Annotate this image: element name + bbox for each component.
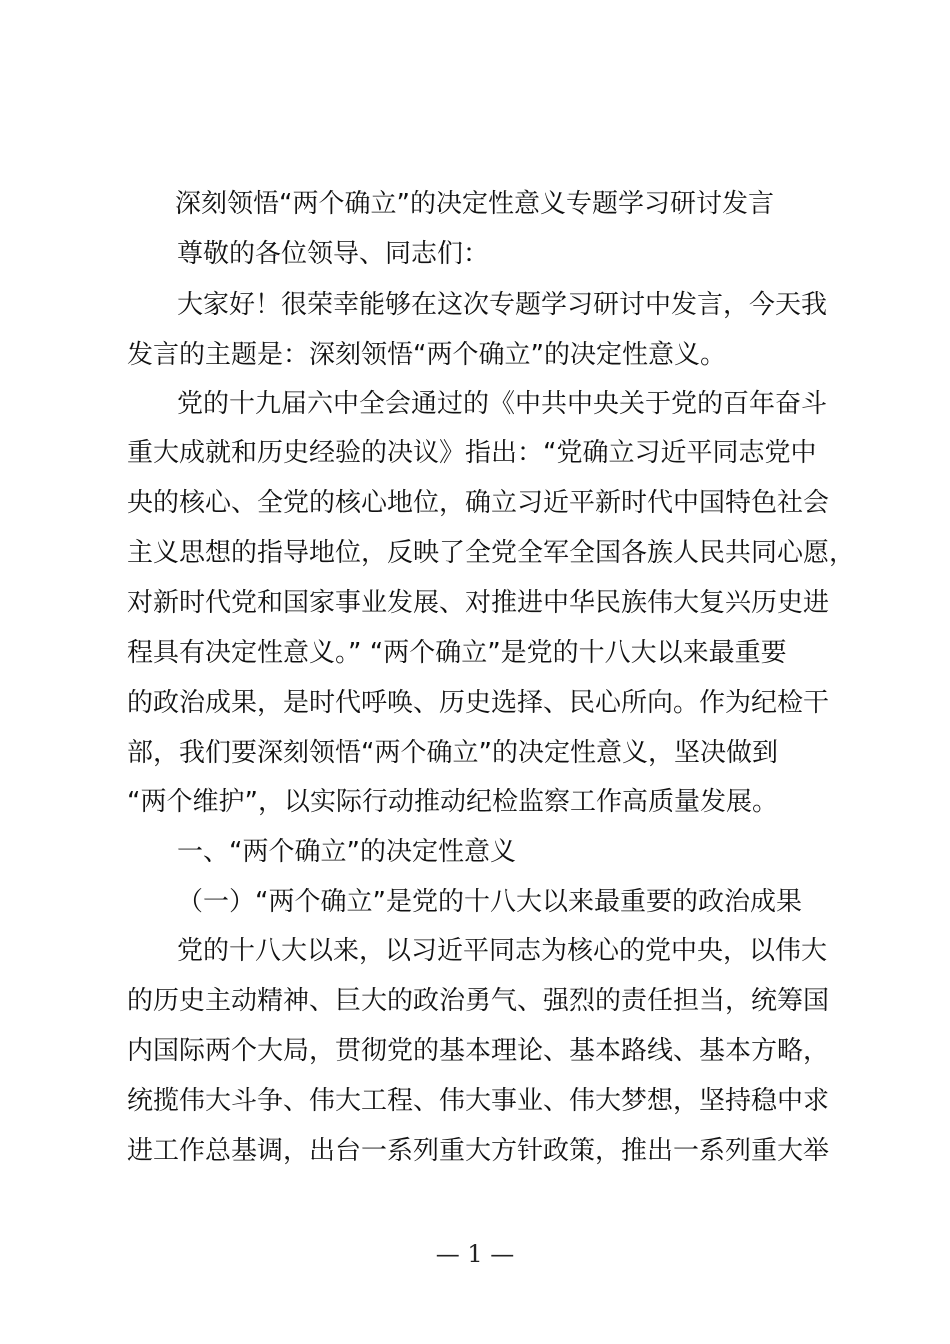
page-number: — 1 — — [435, 1240, 515, 1268]
paragraph-line: 内国际两个大局，贯彻党的基本理论、基本路线、基本方略， — [127, 1036, 830, 1066]
salutation: 尊敬的各位领导、同志们： — [177, 239, 490, 269]
paragraph-line: 重大成就和历史经验的决议》指出：“党确立习近平同志党中 — [127, 438, 817, 468]
paragraph-line: 央的核心、全党的核心地位，确立习近平新时代中国特色社会 — [127, 488, 830, 518]
paragraph-line: 程具有决定性意义。” “两个确立”是党的十八大以来最重要 — [127, 638, 787, 668]
paragraph-line: 主义思想的指导地位，反映了全党全军全国各族人民共同心愿， — [127, 538, 856, 568]
paragraph-line: 的历史主动精神、巨大的政治勇气、强烈的责任担当，统筹国 — [127, 986, 830, 1016]
paragraph-line: 统揽伟大斗争、伟大工程、伟大事业、伟大梦想，坚持稳中求 — [127, 1086, 830, 1116]
paragraph-line: 部，我们要深刻领悟“两个确立”的决定性意义，坚决做到 — [127, 738, 778, 768]
paragraph-line: 党的十八大以来，以习近平同志为核心的党中央，以伟大 — [177, 936, 828, 966]
paragraph-line: 党的十九届六中全会通过的《中共中央关于党的百年奋斗 — [177, 389, 828, 419]
section-heading: 一、“两个确立”的决定性意义 — [177, 837, 516, 867]
paragraph-line: 大家好！很荣幸能够在这次专题学习研讨中发言，今天我 — [177, 290, 828, 320]
paragraph-line: 发言的主题是：深刻领悟“两个确立”的决定性意义。 — [127, 340, 726, 370]
paragraph-line: 进工作总基调，出台一系列重大方针政策，推出一系列重大举 — [127, 1136, 830, 1166]
paragraph-line: 的政治成果，是时代呼唤、历史选择、民心所向。作为纪检干 — [127, 688, 830, 718]
subsection-heading: （一）“两个确立”是党的十八大以来最重要的政治成果 — [177, 887, 802, 917]
paragraph-line: “两个维护”，以实际行动推动纪检监察工作高质量发展。 — [127, 787, 778, 817]
document-title: 深刻领悟“两个确立”的决定性意义专题学习研讨发言 — [175, 189, 774, 219]
paragraph-line: 对新时代党和国家事业发展、对推进中华民族伟大复兴历史进 — [127, 588, 830, 618]
